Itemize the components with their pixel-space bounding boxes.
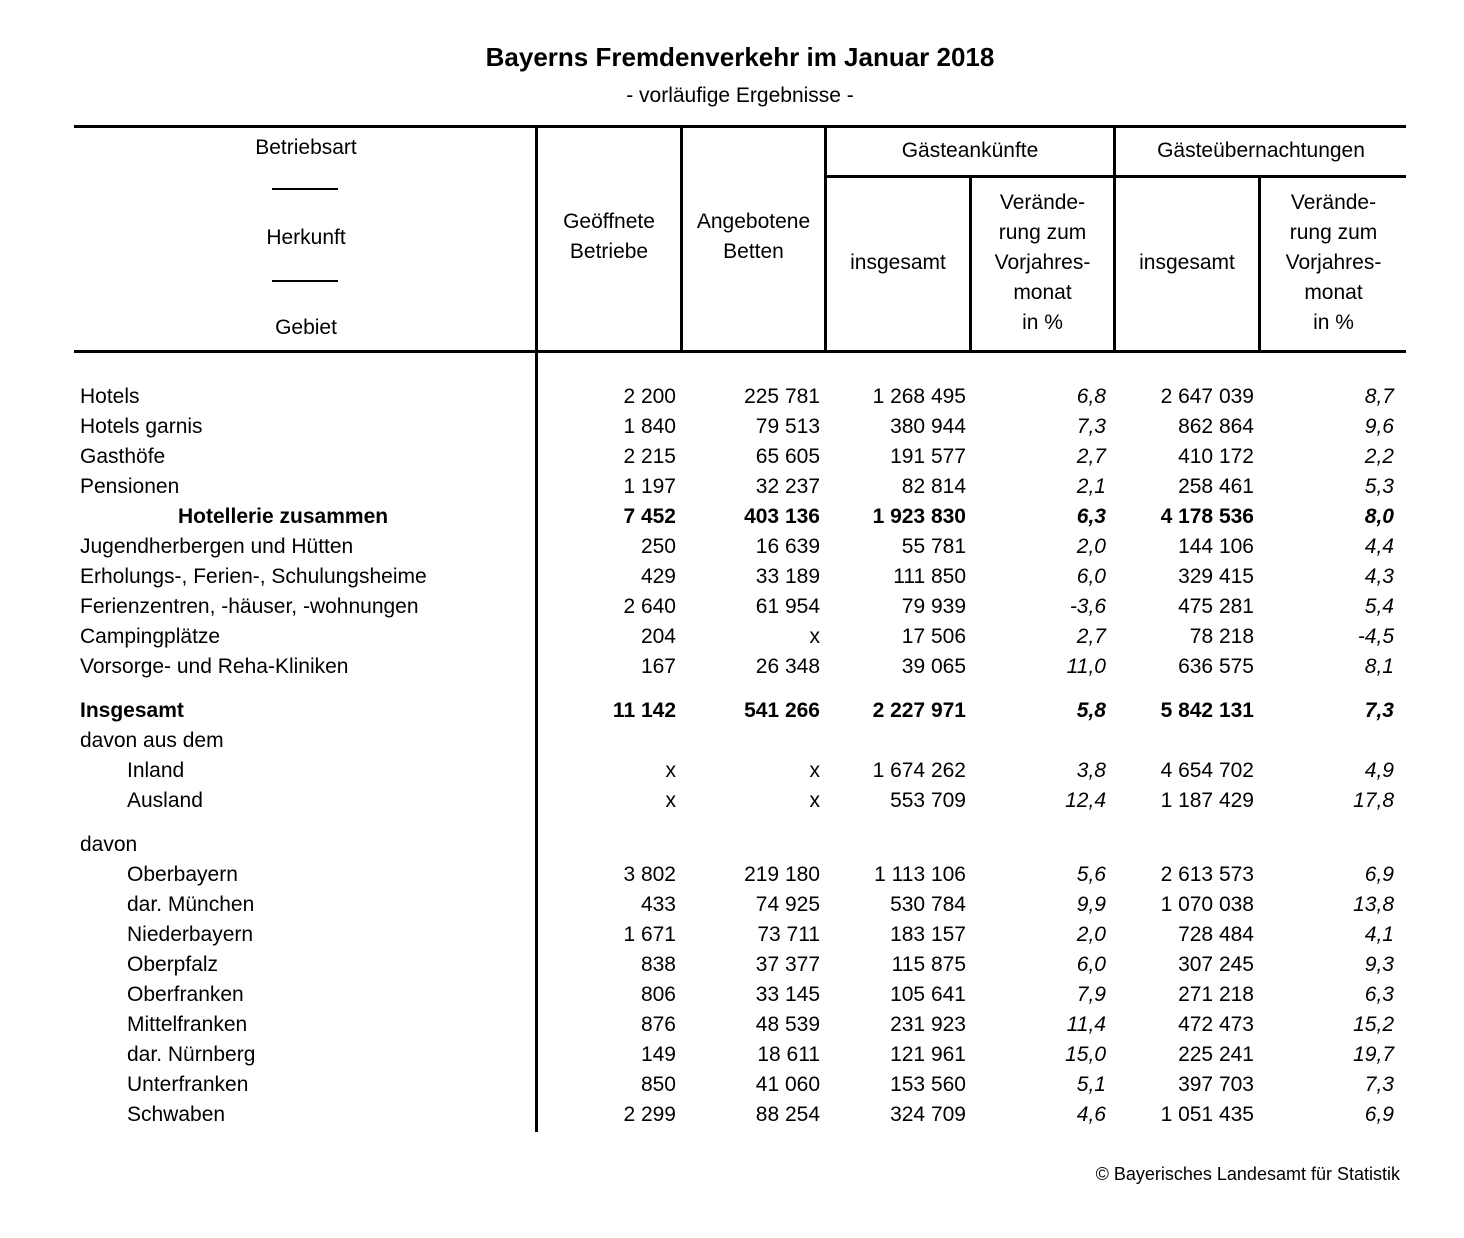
cell-uebernachtungen: 144 106 [1178,535,1254,558]
cell-ankuenfte-change: 9,9 [1076,893,1106,916]
cell-betten: x [809,759,820,782]
cell-uebernachtungen-change: 4,4 [1364,535,1394,558]
cell-betriebe: 2 640 [623,595,676,618]
cell-betten: 37 377 [755,953,820,976]
cell-betten: 403 136 [744,505,820,528]
cell-uebernachtungen-change: 2,2 [1364,445,1394,468]
cell-ankuenfte-change: 2,7 [1076,625,1106,648]
cell-betten: x [809,625,820,648]
cell-uebernachtungen-change: 15,2 [1353,1013,1394,1036]
cell-ankuenfte-change: 4,6 [1076,1103,1106,1126]
row-label: Hotellerie zusammen [178,505,389,528]
row-label: Erholungs-, Ferien-, Schulungsheime [80,565,427,588]
cell-betriebe: 1 671 [623,923,676,946]
row-label: Vorsorge- und Reha-Kliniken [80,655,349,678]
cell-ankuenfte: 17 506 [901,625,966,648]
cell-uebernachtungen: 472 473 [1178,1013,1254,1036]
cell-ankuenfte: 191 577 [890,445,966,468]
cell-uebernachtungen-change: 6,9 [1364,1103,1394,1126]
cell-ankuenfte: 1 113 106 [874,863,966,886]
row-label: Ausland [127,789,203,812]
cell-ankuenfte: 553 709 [890,789,966,812]
cell-uebernachtungen-change: 9,6 [1364,415,1394,438]
row-label: Mittelfranken [127,1013,248,1036]
cell-ankuenfte: 1 923 830 [872,505,966,528]
page-subtitle: - vorläufige Ergebnisse - [626,84,854,107]
cell-ankuenfte-change: 7,3 [1076,415,1106,438]
cell-betriebe: 806 [640,983,676,1006]
cell-ankuenfte: 39 065 [901,655,966,678]
header-betriebsart: Betriebsart [255,136,357,159]
table-row [0,860,1464,890]
header-gaesteuebernachtungen: Gästeübernachtungen [1157,139,1365,162]
header-arrivals-change: Verände- rung zum Vorjahres- monat in % [994,191,1091,334]
cell-betten: 219 180 [744,863,820,886]
cell-ankuenfte: 2 227 971 [872,699,966,722]
table-row [0,412,1464,442]
table-row-subtotal [0,502,1464,532]
header-dash-2 [272,280,338,282]
cell-betriebe: 204 [640,625,676,648]
cell-ankuenfte-change: 5,1 [1076,1073,1106,1096]
cell-ankuenfte-change: 2,0 [1076,535,1106,558]
cell-ankuenfte: 324 709 [890,1103,966,1126]
cell-betten: 541 266 [744,699,820,722]
row-label: Oberbayern [127,863,238,886]
cell-betten: 79 513 [755,415,820,438]
cell-betriebe: x [665,759,676,782]
cell-uebernachtungen: 397 703 [1178,1073,1254,1096]
cell-ankuenfte: 82 814 [901,475,966,498]
header-gebiet: Gebiet [275,316,337,339]
table-top-rule [74,125,1406,128]
row-label: Ferienzentren, -häuser, -wohnungen [80,595,419,618]
table-row [0,532,1464,562]
cell-uebernachtungen: 5 842 131 [1160,699,1254,722]
cell-ankuenfte-change: 2,1 [1076,475,1106,498]
table-row-section [0,830,1464,860]
cell-ankuenfte: 1 674 262 [872,759,966,782]
cell-ankuenfte-change: 15,0 [1065,1043,1106,1066]
row-label: dar. München [127,893,255,916]
cell-betriebe: 149 [640,1043,676,1066]
cell-betriebe: 429 [640,565,676,588]
cell-betten: 18 611 [757,1043,820,1066]
cell-uebernachtungen: 1 187 429 [1160,789,1254,812]
cell-betriebe: 250 [640,535,676,558]
cell-betriebe: 1 840 [623,415,676,438]
cell-uebernachtungen-change: 4,1 [1364,923,1394,946]
row-label: Oberpfalz [127,953,219,976]
cell-betriebe: 850 [640,1073,676,1096]
cell-betriebe: 876 [640,1013,676,1036]
cell-uebernachtungen-change: 8,0 [1364,505,1394,528]
cell-ankuenfte-change: 11,4 [1066,1013,1106,1036]
cell-betriebe: 2 299 [623,1103,676,1126]
row-label: dar. Nürnberg [127,1043,256,1066]
table-row [0,1010,1464,1040]
cell-betten: 16 639 [755,535,820,558]
header-betten: Angebotene Betten [696,210,811,263]
row-label: Hotels [80,385,140,408]
header-herkunft: Herkunft [266,226,346,249]
table-row [0,756,1464,786]
cell-uebernachtungen-change: 7,3 [1364,699,1394,722]
header-gaesteankuenfte: Gästeankünfte [901,139,1039,162]
cell-uebernachtungen-change: 5,4 [1364,595,1394,618]
row-label: Pensionen [80,475,180,498]
cell-ankuenfte-change: 6,8 [1076,385,1106,408]
cell-uebernachtungen-change: 6,9 [1364,863,1394,886]
cell-betten: 61 954 [755,595,820,618]
header-betriebe: Geöffnete Betriebe [563,210,655,263]
cell-ankuenfte: 115 875 [891,953,966,976]
cell-uebernachtungen: 225 241 [1178,1043,1254,1066]
cell-uebernachtungen-change: 13,8 [1353,893,1394,916]
cell-uebernachtungen-change: 8,1 [1364,655,1394,678]
cell-uebernachtungen-change: 17,8 [1353,789,1394,812]
row-label: Inland [127,759,185,782]
row-label: Oberfranken [127,983,244,1006]
cell-ankuenfte-change: 11,0 [1066,655,1106,678]
cell-ankuenfte: 79 939 [901,595,966,618]
cell-betten: 88 254 [755,1103,820,1126]
cell-uebernachtungen: 475 281 [1178,595,1254,618]
cell-ankuenfte: 121 961 [890,1043,966,1066]
cell-betten: 32 237 [755,475,820,498]
cell-uebernachtungen-change: 9,3 [1364,953,1394,976]
table-row [0,472,1464,502]
cell-ankuenfte-change: 3,8 [1076,759,1106,782]
cell-ankuenfte-change: 2,7 [1076,445,1106,468]
cell-ankuenfte: 380 944 [890,415,966,438]
cell-ankuenfte-change: 6,3 [1076,505,1106,528]
cell-ankuenfte-change: 6,0 [1076,565,1106,588]
cell-ankuenfte: 231 923 [890,1013,966,1036]
table-row [0,442,1464,472]
cell-betten: 33 145 [755,983,820,1006]
cell-ankuenfte: 55 781 [901,535,966,558]
cell-ankuenfte: 153 560 [890,1073,966,1096]
page-title: Bayerns Fremdenverkehr im Januar 2018 [485,42,995,72]
cell-betten: 225 781 [744,385,820,408]
cell-uebernachtungen: 1 051 435 [1160,1103,1254,1126]
cell-ankuenfte-change: 5,8 [1076,699,1106,722]
cell-uebernachtungen-change: -4,5 [1357,625,1394,648]
cell-uebernachtungen-change: 8,7 [1364,385,1394,408]
table-row-section [0,726,1464,756]
row-label: davon [80,833,138,856]
table-row [0,1070,1464,1100]
cell-betten: 65 605 [755,445,820,468]
row-label: Schwaben [127,1103,226,1126]
cell-uebernachtungen-change: 4,3 [1364,565,1394,588]
copyright-footer: © Bayerisches Landesamt für Statistik [1095,1164,1400,1184]
cell-uebernachtungen-change: 19,7 [1353,1043,1394,1066]
table-row [0,622,1464,652]
cell-ankuenfte: 105 641 [890,983,966,1006]
cell-uebernachtungen-change: 5,3 [1364,475,1394,498]
cell-betriebe: 838 [640,953,676,976]
cell-betten: 41 060 [755,1073,820,1096]
cell-betriebe: 167 [640,655,676,678]
cell-betten: 74 925 [755,893,820,916]
cell-ankuenfte-change: 6,0 [1076,953,1106,976]
cell-ankuenfte-change: -3,6 [1069,595,1106,618]
cell-ankuenfte: 111 850 [893,565,966,588]
cell-betriebe: 433 [640,893,676,916]
header-overnights-change: Verände- rung zum Vorjahres- monat in % [1285,191,1382,334]
table-row [0,652,1464,682]
cell-uebernachtungen: 4 654 702 [1160,759,1254,782]
row-label: Niederbayern [127,923,254,946]
row-label: Unterfranken [127,1073,249,1096]
table-row [0,890,1464,920]
cell-ankuenfte-change: 2,0 [1076,923,1106,946]
row-label: davon aus dem [80,729,224,752]
table-row [0,1040,1464,1070]
cell-uebernachtungen: 329 415 [1178,565,1254,588]
cell-uebernachtungen: 258 461 [1178,475,1254,498]
cell-betriebe: x [665,789,676,812]
cell-betten: 73 711 [757,923,820,946]
cell-betten: 33 189 [755,565,820,588]
group-header-rule [826,175,1406,178]
cell-betriebe: 2 215 [623,445,676,468]
table-row [0,980,1464,1010]
cell-uebernachtungen-change: 6,3 [1364,983,1394,1006]
cell-betriebe: 7 452 [623,505,676,528]
cell-uebernachtungen-change: 4,9 [1364,759,1394,782]
cell-ankuenfte: 183 157 [890,923,966,946]
cell-ankuenfte-change: 12,4 [1065,789,1106,812]
table-row [0,562,1464,592]
header-overnights-insgesamt: insgesamt [1139,251,1235,274]
table-row [0,1100,1464,1130]
table-row [0,786,1464,816]
cell-betten: 26 348 [755,655,820,678]
cell-betriebe: 3 802 [623,863,676,886]
cell-ankuenfte: 1 268 495 [872,385,966,408]
cell-uebernachtungen-change: 7,3 [1364,1073,1394,1096]
table-row [0,382,1464,412]
cell-betriebe: 11 142 [612,699,676,722]
cell-uebernachtungen: 2 613 573 [1160,863,1254,886]
header-dash-1 [272,188,338,190]
table-row-total [0,696,1464,726]
cell-ankuenfte-change: 7,9 [1076,983,1106,1006]
table-row [0,592,1464,622]
cell-betriebe: 2 200 [623,385,676,408]
cell-uebernachtungen: 271 218 [1178,983,1254,1006]
cell-uebernachtungen: 636 575 [1178,655,1254,678]
cell-uebernachtungen: 307 245 [1178,953,1254,976]
header-arrivals-insgesamt: insgesamt [850,251,946,274]
cell-uebernachtungen: 862 864 [1178,415,1254,438]
header-bottom-rule [74,350,1406,353]
table-row [0,950,1464,980]
row-label: Jugendherbergen und Hütten [80,535,354,558]
row-label: Insgesamt [80,699,184,722]
cell-uebernachtungen: 4 178 536 [1160,505,1254,528]
cell-uebernachtungen: 2 647 039 [1160,385,1254,408]
table-row [0,920,1464,950]
cell-uebernachtungen: 78 218 [1189,625,1254,648]
cell-ankuenfte: 530 784 [890,893,966,916]
row-label: Campingplätze [80,625,221,648]
cell-uebernachtungen: 728 484 [1178,923,1254,946]
cell-betten: x [809,789,820,812]
row-label: Hotels garnis [80,415,203,438]
cell-ankuenfte-change: 5,6 [1076,863,1106,886]
cell-uebernachtungen: 410 172 [1178,445,1254,468]
cell-betten: 48 539 [755,1013,820,1036]
cell-betriebe: 1 197 [623,475,676,498]
row-label: Gasthöfe [80,445,166,468]
cell-uebernachtungen: 1 070 038 [1160,893,1254,916]
